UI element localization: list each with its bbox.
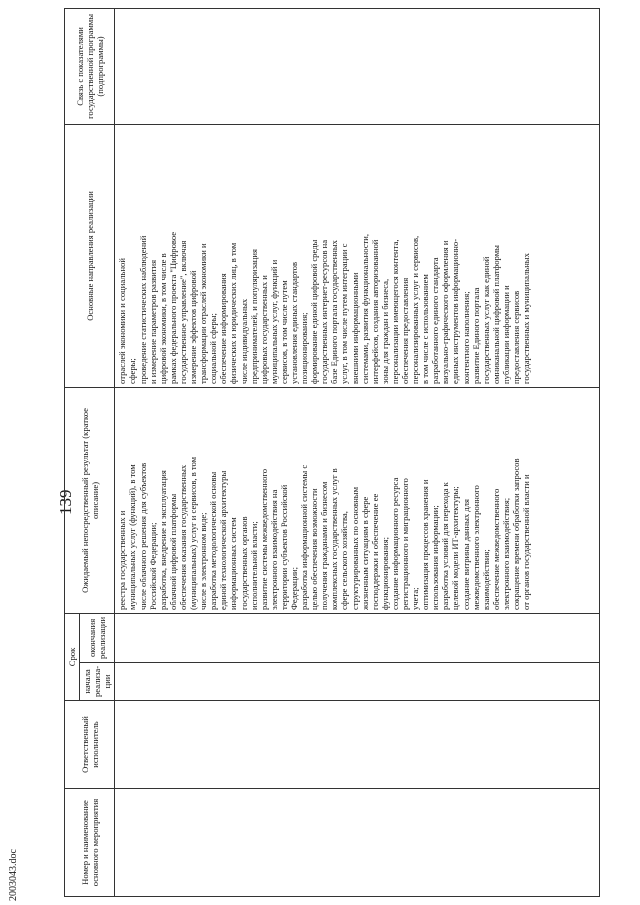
cell-term-start (115, 662, 600, 700)
table-row (115, 8, 600, 896)
header-term-end: окончания реализации (80, 613, 115, 662)
cell-term-end (115, 613, 600, 662)
cell-responsible (115, 701, 600, 789)
cell-number-name (115, 789, 600, 897)
file-id: 2003043.doc (8, 849, 19, 901)
cell-link (115, 8, 600, 124)
table-header-row (65, 8, 80, 896)
header-responsible: Ответственный исполнитель (65, 701, 115, 789)
header-link: Связь с показателями государственной программы (подпрограммы) (65, 8, 115, 124)
cell-directions: отраслей экономики и социальной сферы; проведение статистических наблюдений и измерение параметров развития цифровой экономики, в том числе в рамках федерального проекта "Цифровое государственное управление", включая измерение эффектов цифровой трансформации отраслей экономики и социальной сферы; обеспечение информирования физических и юридических лиц, в том числе индивидуальных предпринимателей, и популяризация цифровых государственных и муниципальных услуг, функций и сервисов, в том числе путем установления единых стандартов позиционирования; формирование единой цифровой среды государственных интернет-ресурсов на базе Единого портала государственных услуг, в том числе путем интеграции с внешними информационными системами, развития функциональности, интерфейсов, создания авторизованной зоны для граждан и бизнеса, персонализации имеющегося контента, обеспечения предоставления персонализированных услуг и сервисов, в том числе с использованием разработанного единого стандарта визуально-графического оформления и единых инструментов информационно- контентного наполнения; развитие Единого портала государственных услуг как единой омниканальной цифровой платформы публикации информации и предоставления сервисов государственных и муниципальных (115, 124, 600, 387)
header-term-start: начала реализа-ции (80, 662, 115, 700)
header-term: Срок (65, 613, 80, 700)
header-directions: Основные направления реализации (65, 124, 115, 387)
measures-table (64, 8, 600, 897)
cell-expected-result: реестра государственных и муниципальных услуг (функций), в том числе облачного решения для субъектов Российской Федерации; разработка, внедрение и эксплуатация облачной цифровой платформы обеспечения оказания государственных (муниципальных) услуг и сервисов, в том числе в электронном виде; разработка методологической основы единой технологической архитектуры информационных систем государственных органов исполнительной власти; развитие системы межведомственного электронного взаимодействия на территории субъектов Российской Федерации; разработка информационной системы с целью обеспечения возможности получения гражданами и бизнесом комплексных государственных услуг в сфере сельского хозяйства, структурированных по основным жизненным ситуациям в сфере господдержки и обеспечение ее функционирования; создание информационного ресурса регистрационного и миграционного учета; оптимизация процессов хранения и использования информации; разработка условий для перехода к целевой модели ИТ-архитектуры; создание витрины данных для межведомственного электронного взаимодействия; обеспечение межведомственного электронного взаимодействия; сокращение времени обработки запросов от органов государственной власти и (115, 387, 600, 613)
page-number: 139 (56, 489, 75, 515)
header-expected-result: Ожидаемый непосредственный результат (краткое описание) (65, 387, 115, 613)
header-number-name: Номер и наименование основного мероприятия (65, 789, 115, 897)
